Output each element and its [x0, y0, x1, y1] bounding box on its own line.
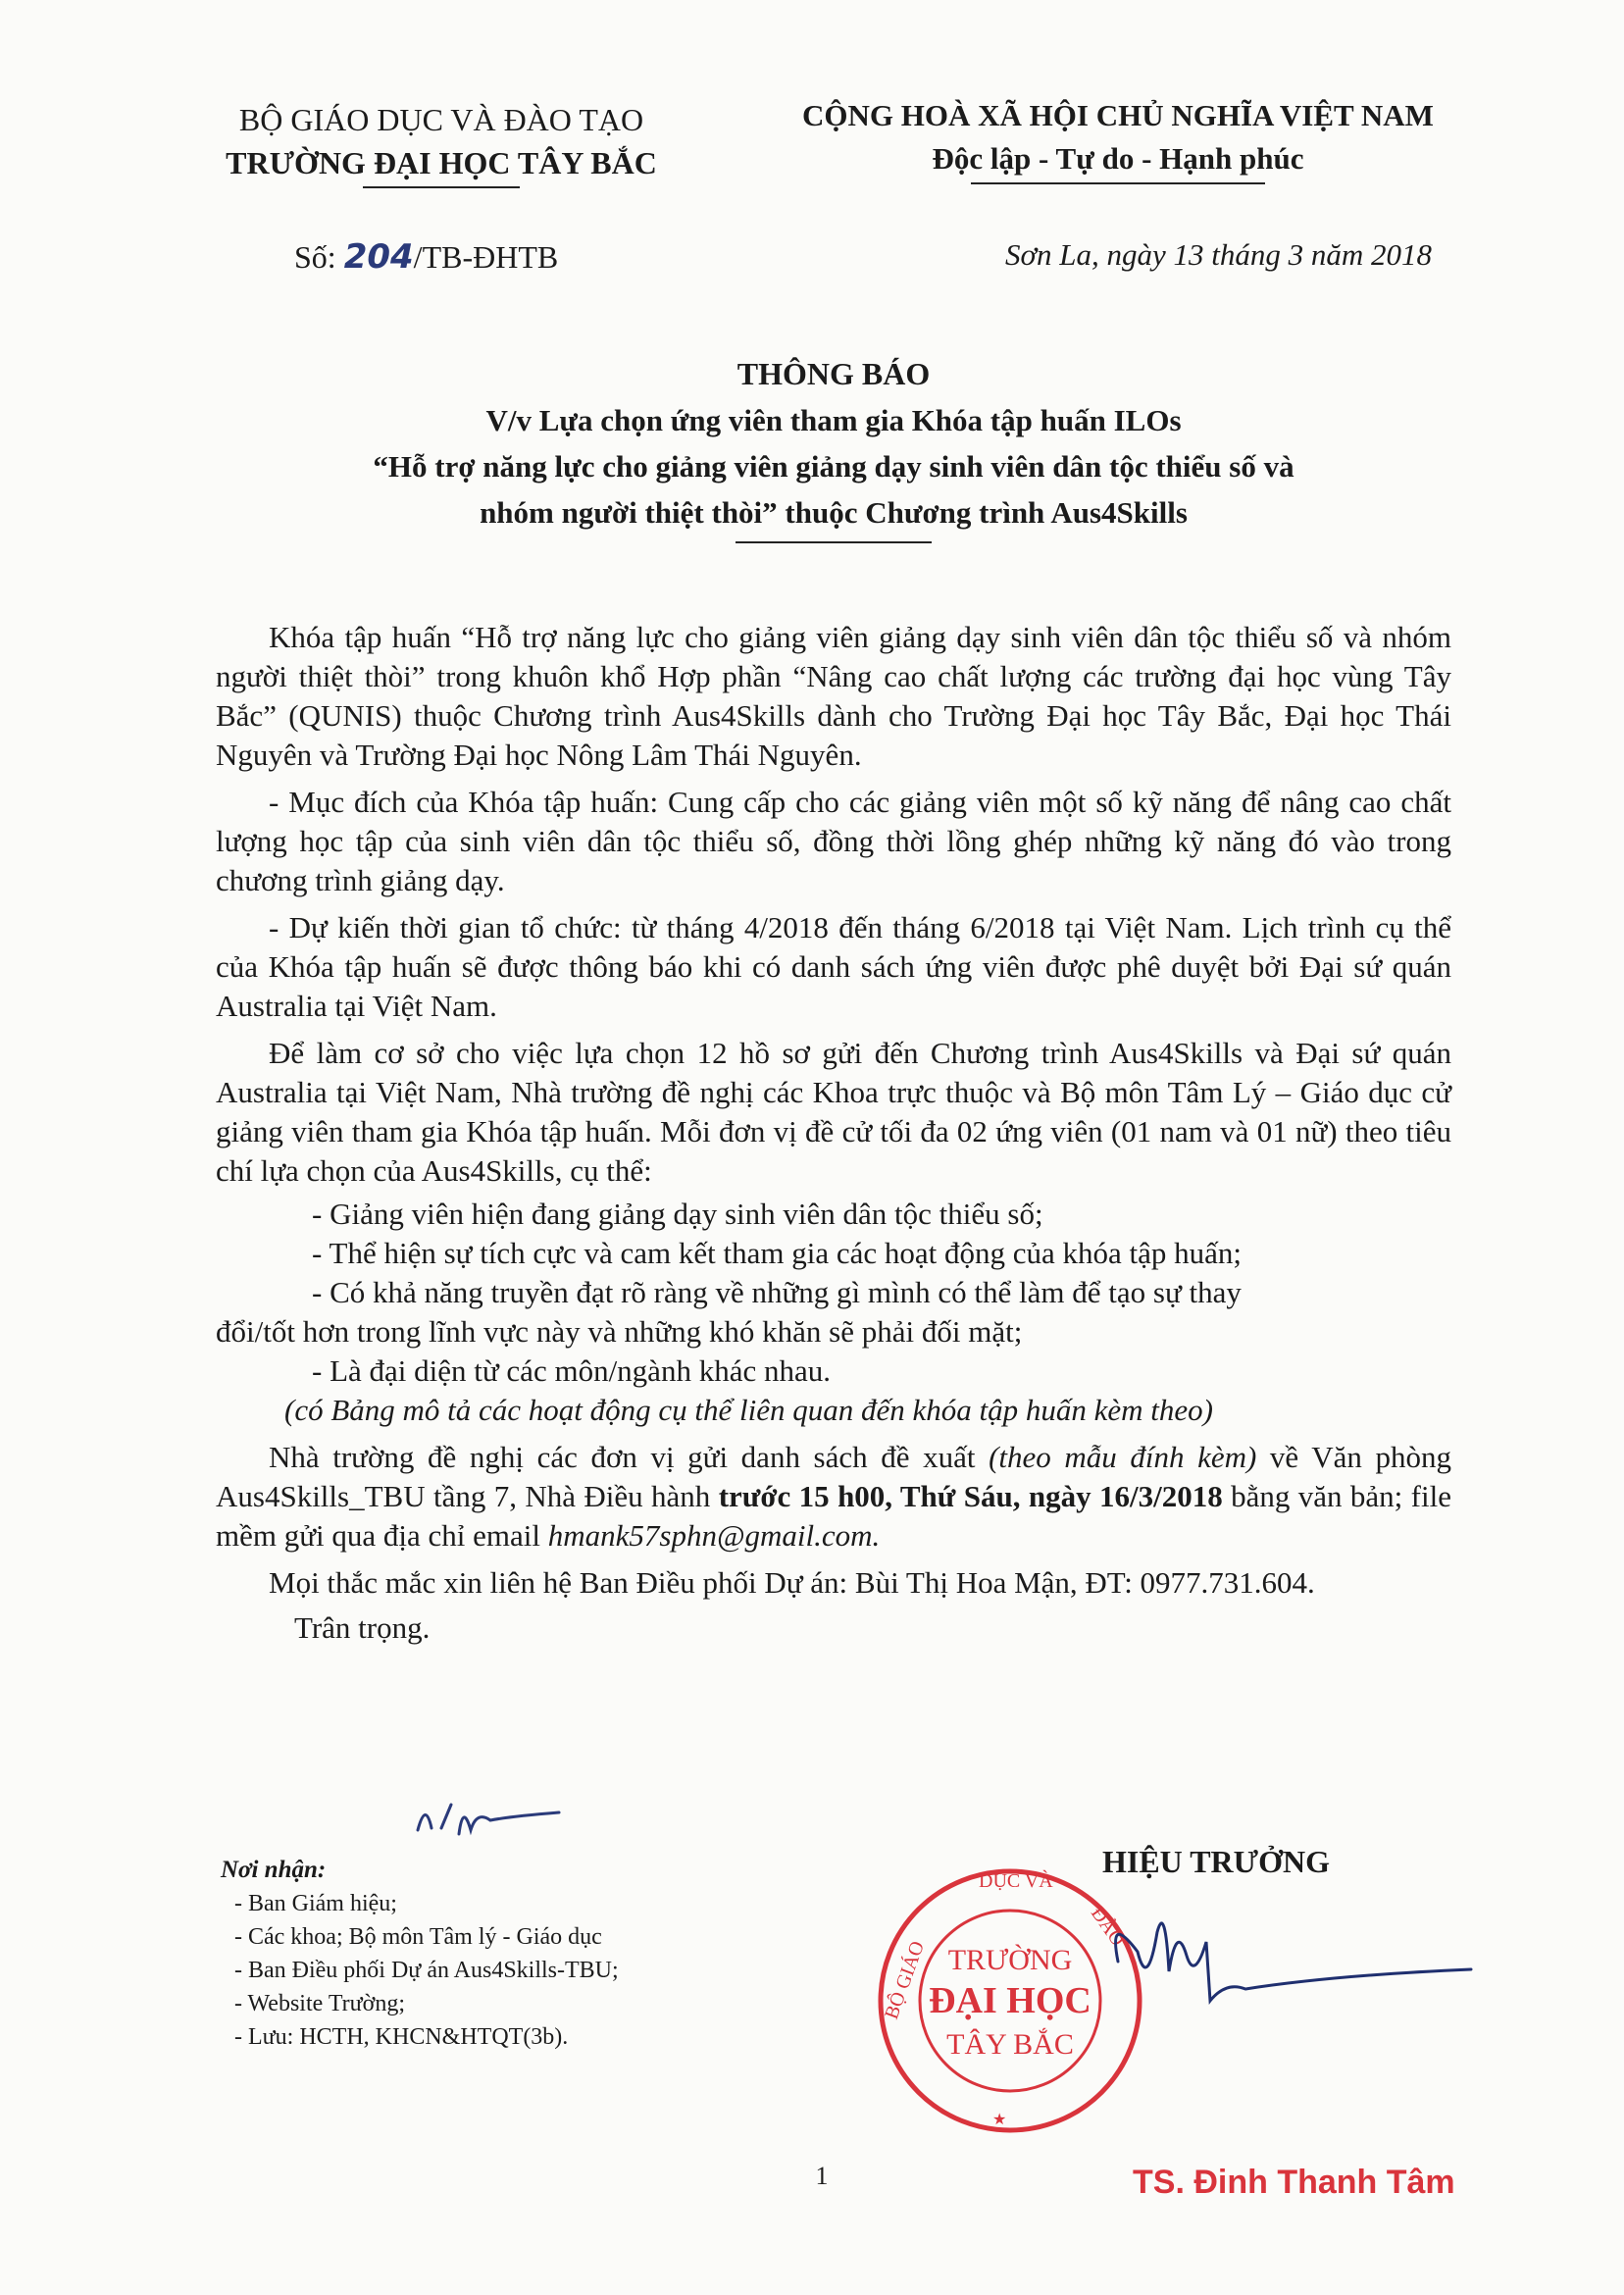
- submission-template-note: (theo mẫu đính kèm): [989, 1440, 1257, 1474]
- title-rule: [736, 541, 932, 543]
- initials-scribble: [412, 1791, 588, 1850]
- criteria-item: - Có khả năng truyền đạt rõ ràng về những gì mình có thể làm để tạo sự thay: [312, 1275, 1242, 1309]
- closing: [216, 1608, 1451, 1648]
- recipients: [221, 1854, 829, 2054]
- recipient-item: - Website Trường;: [234, 1991, 406, 2016]
- republic-name: CỘNG HOÀ XÃ HỘI CHỦ NGHĨA VIỆT NAM: [802, 98, 1434, 132]
- submission-deadline: trước 15 h00, Thứ Sáu, ngày 16/3/2018: [718, 1479, 1223, 1513]
- contact-email: hmank57sphn@gmail.com.: [547, 1518, 881, 1553]
- paragraph-submission: [216, 1438, 1451, 1556]
- university-name: TRƯỜNG ĐẠI HỌC TÂY BẮC: [226, 145, 657, 180]
- header-left: [167, 98, 716, 188]
- closing-text: Trân trọng.: [294, 1610, 431, 1645]
- number-prefix: Số:: [294, 239, 336, 275]
- criteria-item: - Là đại diện từ các môn/ngành khác nhau.: [312, 1353, 831, 1388]
- title-line-3: nhóm người thiệt thòi” thuộc Chương trình Aus4Skills: [480, 495, 1188, 530]
- stamp-ring-left: BỘ GIÁO: [881, 1938, 930, 2022]
- header-right-rule: [971, 182, 1265, 184]
- title-heading: THÔNG BÁO: [736, 356, 931, 391]
- signer-name: TS. Đinh Thanh Tâm: [1133, 2164, 1455, 2201]
- stamp-ring-right: ĐÀO: [1086, 1903, 1129, 1951]
- recipient-item: - Lưu: HCTH, KHCN&HTQT(3b).: [234, 2024, 569, 2050]
- title-line-2: “Hỗ trợ năng lực cho giảng viên giảng dạy sinh viên dân tộc thiểu số và: [373, 449, 1294, 484]
- motto: Độc lập - Tự do - Hạnh phúc: [932, 141, 1304, 176]
- recipients-label: Nơi nhận:: [221, 1857, 327, 1883]
- stamp-text-middle: ĐẠI HỌC: [929, 1980, 1091, 2021]
- ministry-name: BỘ GIÁO DỤC VÀ ĐÀO TẠO: [238, 102, 644, 137]
- criteria-list: [216, 1195, 1451, 1312]
- recipient-item: - Ban Điều phối Dự án Aus4Skills-TBU;: [234, 1958, 619, 1983]
- stamp-text-top: TRƯỜNG: [947, 1944, 1073, 1976]
- place-date: Sơn La, ngày 13 tháng 3 năm 2018: [1004, 237, 1432, 272]
- paragraph-selection: Để làm cơ sở cho việc lựa chọn 12 hồ sơ gửi đến Chương trình Aus4Skills và Đại sứ quán Australia tại Việt Nam, Nhà trường đề nghị các Khoa trực thuộc và Bộ môn Tâm Lý – Giáo dục cử giảng viên tham gia Khóa tập huấn. Mỗi đơn vị đề cử tối đa 02 ứng viên (01 nam và 01 nữ) theo tiêu chí lựa chọn của Aus4Skills, cụ thể:: [216, 1036, 1451, 1188]
- paragraph-contact: Mọi thắc mắc xin liên hệ Ban Điều phối Dự án: Bùi Thị Hoa Mận, ĐT: 0977.731.604.: [269, 1565, 1315, 1600]
- title-line-1: V/v Lựa chọn ứng viên tham gia Khóa tập huấn ILOs: [485, 403, 1182, 437]
- document-number: [294, 237, 558, 277]
- criteria-item: - Thể hiện sự tích cực và cam kết tham gia các hoạt động của khóa tập huấn;: [312, 1236, 1243, 1270]
- handwritten-signature: [1079, 1893, 1491, 2050]
- header-left-rule: [363, 186, 520, 188]
- criteria-item-continued: đổi/tốt hơn trong lĩnh vực này và những khó khăn sẽ phải đối mặt;: [216, 1314, 1023, 1349]
- criteria-item: - Giảng viên hiện đang giảng dạy sinh viên dân tộc thiểu số;: [312, 1197, 1043, 1231]
- signer-title: HIỆU TRƯỞNG: [1101, 1844, 1331, 1879]
- stamp-ring-top: DỤC VÀ: [979, 1870, 1053, 1892]
- number-suffix: /TB-ĐHTB: [413, 239, 559, 275]
- page-number: 1: [815, 2162, 829, 2190]
- title-block: [177, 351, 1491, 543]
- criteria-note: (có Bảng mô tả các hoạt động cụ thể liên quan đến khóa tập huấn kèm theo): [284, 1393, 1213, 1427]
- submission-text: về Văn phòng Aus4Skills_TBU tầng 7, Nhà Điều hành: [216, 1440, 1451, 1513]
- header-right: [755, 94, 1481, 184]
- number-handwritten: 204: [343, 237, 414, 277]
- submission-text: bằng văn bản; file mềm gửi qua địa chỉ email: [216, 1479, 1451, 1553]
- recipient-item: - Các khoa; Bộ môn Tâm lý - Giáo dục: [234, 1924, 602, 1950]
- stamp-text-bottom: TÂY BẮC: [946, 2028, 1074, 2061]
- body: [216, 618, 1451, 1648]
- paragraph-intro: Khóa tập huấn “Hỗ trợ năng lực cho giảng viên giảng dạy sinh viên dân tộc thiểu số và nhóm người thiệt thòi” trong khuôn khổ Hợp phần “Nâng cao chất lượng các trường đại học vùng Tây Bắc” (QUNIS) thuộc Chương trình Aus4Skills dành cho Trường Đại học Tây Bắc, Đại học Thái Nguyên và Trường Đại học Nông Lâm Thái Nguyên.: [216, 620, 1451, 772]
- stamp-star-icon: ★: [992, 2110, 1007, 2128]
- paragraph-purpose: - Mục đích của Khóa tập huấn: Cung cấp cho các giảng viên một số kỹ năng để nâng cao chất lượng học tập của sinh viên dân tộc thiểu số, đồng thời lồng ghép những kỹ năng đó vào trong chương trình giảng dạy.: [216, 785, 1451, 897]
- paragraph-schedule: - Dự kiến thời gian tổ chức: từ tháng 4/2018 đến tháng 6/2018 tại Việt Nam. Lịch trình cụ thể của Khóa tập huấn sẽ được thông báo khi có danh sách ứng viên được phê duyệt bởi Đại sứ quán Australia tại Việt Nam.: [216, 910, 1451, 1023]
- recipient-item: - Ban Giám hiệu;: [234, 1891, 397, 1916]
- submission-text: Nhà trường đề nghị các đơn vị gửi danh sách đề xuất: [269, 1440, 990, 1474]
